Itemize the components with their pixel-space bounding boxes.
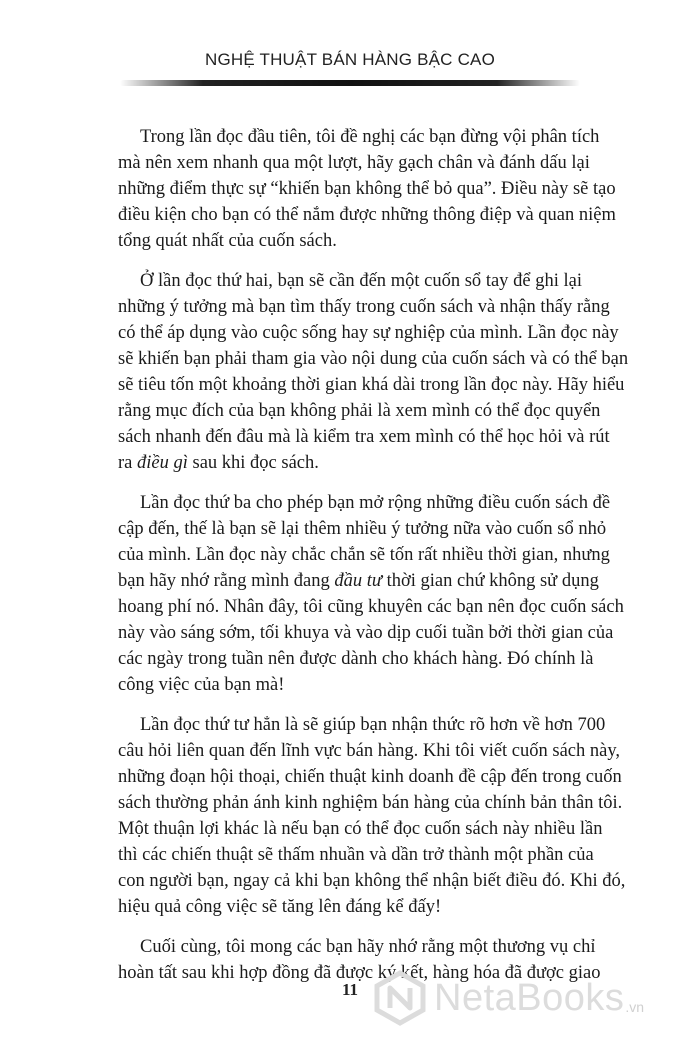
text-line: [118, 228, 582, 254]
text-line: [118, 594, 624, 620]
watermark: [372, 968, 644, 1028]
book-title-header: NGHỆ THUẬT BÁN HÀNG BẬC CAO: [204, 50, 496, 69]
text-line: [118, 294, 610, 320]
text-segment: sẽ khiến bạn phải tham gia vào nội dung của cuốn sách và có thể bạn: [118, 349, 629, 369]
text-line: [118, 372, 625, 398]
text-line: [118, 176, 616, 202]
text-segment: tổng quát nhất của cuốn sách.: [118, 231, 337, 251]
running-header: [0, 50, 700, 70]
text-segment: điều kiện cho bạn có thể nắm được những thông điệp và quan niệm: [118, 205, 616, 225]
text-segment: sách nhanh đến đâu mà là kiểm tra xem mình có thể học hỏi và rút: [118, 427, 610, 447]
page-number: 11: [341, 980, 359, 999]
text-line: [118, 424, 610, 450]
text-segment: Ở lần đọc thứ hai, bạn sẽ cần đến một cuốn sổ tay để ghi lại: [140, 271, 582, 291]
text-segment: công việc của bạn mà!: [118, 675, 285, 695]
text-line: [118, 202, 616, 228]
text-segment: hoang phí nó. Nhân đây, tôi cũng khuyên các bạn nên đọc cuốn sách: [118, 597, 624, 617]
text-segment: Cuối cùng, tôi mong các bạn hãy nhớ rằng một thương vụ chỉ: [140, 937, 596, 957]
text-segment: Một thuận lợi khác là nếu bạn có thể đọc cuốn sách này nhiều lần: [118, 819, 603, 839]
text-line: [118, 268, 582, 294]
text-segment: những điểm thực sự “khiến bạn không thể bỏ qua”. Điều này sẽ tạo: [118, 179, 616, 199]
text-line: [118, 398, 601, 424]
header-rule: [120, 80, 580, 86]
paragraph: [118, 124, 616, 254]
text-segment: sẽ tiêu tốn một khoảng thời gian khá dài trong lần đọc này. Hãy hiểu: [118, 375, 625, 395]
paragraph: [118, 268, 629, 476]
text-line: [118, 764, 622, 790]
text-segment: này vào sáng sớm, tối khuya và vào dịp cuối tuần bởi thời gian của: [118, 623, 614, 643]
text-line: [118, 790, 623, 816]
text-line: [118, 150, 590, 176]
text-line: [118, 672, 582, 698]
watermark-suffix: .vn: [625, 999, 645, 1015]
text-segment: Lần đọc thứ ba cho phép bạn mở rộng những điều cuốn sách đề: [140, 493, 611, 513]
text-line: [118, 124, 600, 150]
text-line: [118, 620, 614, 646]
text-line: [118, 842, 594, 868]
text-line: [118, 738, 621, 764]
text-segment: hoàn tất sau khi hợp đồng đã được ký kết, hàng hóa đã được giao: [118, 963, 601, 983]
text-segment: những đoạn hội thoại, chiến thuật kinh doanh đề cập đến trong cuốn: [118, 767, 622, 787]
text-segment: có thể áp dụng vào cuộc sống hay sự nghiệp của mình. Lần đọc này: [118, 323, 619, 343]
paragraph: [118, 490, 624, 698]
text-line: [118, 450, 582, 476]
text-segment: sách thường phản ánh kinh nghiệm bán hàng của chính bản thân tôi.: [118, 793, 623, 813]
text-segment: ra: [118, 453, 137, 473]
text-line: [118, 568, 599, 594]
text-line: [118, 320, 619, 346]
text-segment: rằng mục đích của bạn không phải là xem mình có thể đọc quyển: [118, 401, 601, 421]
text-line: [118, 868, 626, 894]
text-segment: các ngày trong tuần nên được dành cho khách hàng. Đó chính là: [118, 649, 594, 669]
text-line: [118, 516, 607, 542]
text-segment: sau khi đọc sách.: [187, 453, 319, 473]
netabooks-logo-icon: [372, 970, 428, 1026]
text-segment: mà nên xem nhanh qua một lượt, hãy gạch chân và đánh dấu lại: [118, 153, 590, 173]
text-segment: câu hỏi liên quan đến lĩnh vực bán hàng. Khi tôi viết cuốn sách này,: [118, 741, 621, 761]
text-line: [118, 894, 582, 920]
text-segment: thời gian chứ không sử dụng: [381, 571, 599, 591]
paragraph: [118, 712, 626, 920]
text-segment: thì các chiến thuật sẽ thấm nhuần và dần trở thành một phần của: [118, 845, 594, 865]
text-segment: Lần đọc thứ tư hẳn là sẽ giúp bạn nhận thức rõ hơn về hơn 700: [140, 715, 606, 735]
emphasis-text: điều gì: [137, 453, 188, 473]
text-line: [118, 346, 629, 372]
emphasis-text: đầu tư: [334, 571, 382, 591]
text-line: [118, 712, 606, 738]
text-segment: của mình. Lần đọc này chắc chắn sẽ tốn rất nhiều thời gian, nhưng: [118, 545, 610, 565]
text-line: [118, 646, 594, 672]
text-segment: cập đến, thế là bạn sẽ lại thêm nhiều ý tưởng nữa vào cuốn sổ nhỏ: [118, 519, 607, 539]
text-line: [118, 542, 610, 568]
text-line: [118, 816, 603, 842]
text-line: [118, 934, 596, 960]
text-segment: bạn hãy nhớ rằng mình đang: [118, 571, 335, 591]
text-segment: hiệu quả công việc sẽ tăng lên đáng kể đấy!: [118, 897, 442, 917]
text-line: [118, 490, 611, 516]
watermark-brand: NetaBooks: [434, 976, 625, 1019]
text-segment: con người bạn, ngay cả khi bạn không thể nhận biết điều đó. Khi đó,: [118, 871, 626, 891]
text-segment: Trong lần đọc đầu tiên, tôi đề nghị các bạn đừng vội phân tích: [140, 127, 600, 147]
text-segment: những ý tưởng mà bạn tìm thấy trong cuốn sách và nhận thấy rằng: [118, 297, 610, 317]
